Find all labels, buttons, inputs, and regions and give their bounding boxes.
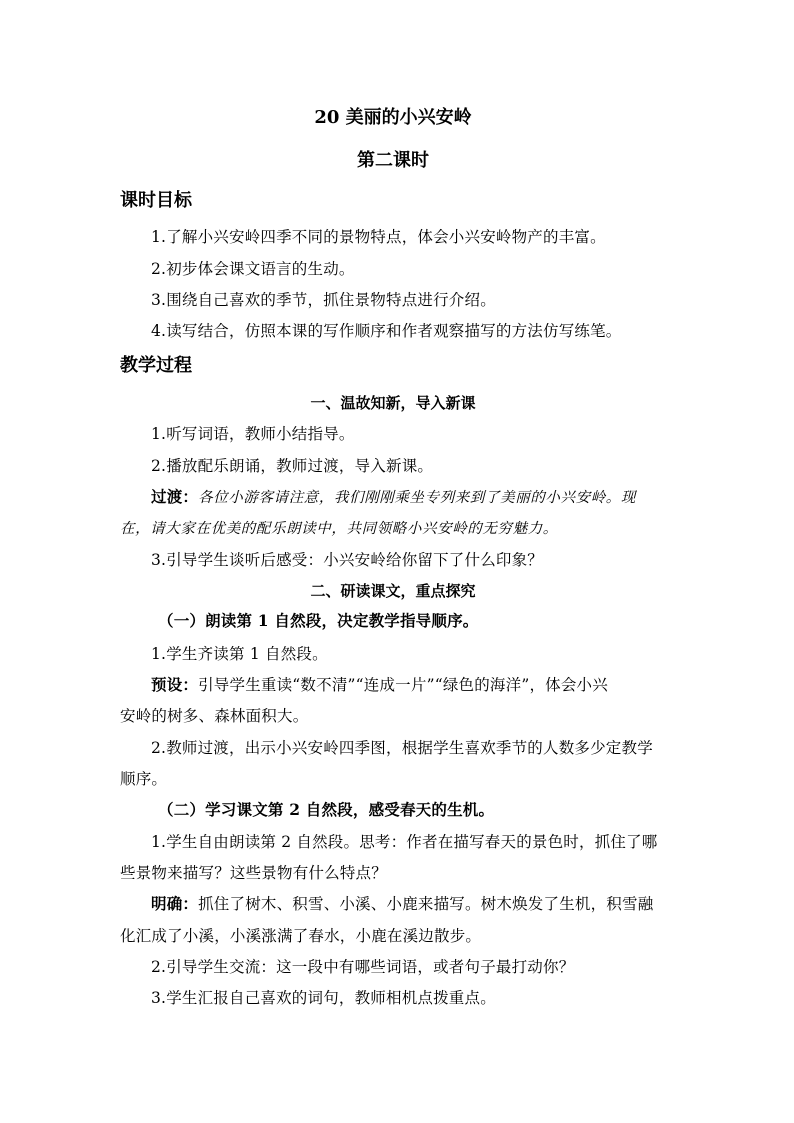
- part2-heading: 二、研读课文，重点探究: [310, 582, 476, 600]
- part1-heading: 一、温故知新，导入新课: [310, 394, 476, 412]
- sub2-heading: （二）学习课文第 2 自然段，感受春天的生机。: [158, 800, 495, 819]
- lesson-subtitle: 第二课时: [357, 150, 429, 171]
- transition-text-1: 各位小游客请注意，我们刚刚乘坐专列来到了美丽的小兴安岭。现: [198, 490, 637, 506]
- objective-item-3: 3.围绕自己喜欢的季节，抓住景物特点进行介绍。: [151, 291, 496, 309]
- clear-text-2: 化汇成了小溪，小溪涨满了春水，小鹿在溪边散步。: [120, 927, 482, 945]
- sub1-item-2-cont: 顺序。: [120, 770, 168, 788]
- preset-text-1: 引导学生重读“数不清”“连成一片”“绿色的海洋”，体会小兴: [198, 676, 608, 694]
- sub1-item-2: 2.教师过渡，出示小兴安岭四季图，根据学生喜欢季节的人数多少定教学: [151, 739, 653, 757]
- transition-text-2: 在，请大家在优美的配乐朗读中，共同领略小兴安岭的无穷魅力。: [120, 521, 558, 537]
- clear-paragraph: [120, 893, 666, 915]
- clear-text-1: 抓住了树木、积雪、小溪、小鹿来描写。树木焕发了生机，积雪融: [198, 895, 654, 913]
- sub1-heading-wrap: [120, 610, 666, 632]
- sub2-item-1-cont: 些景物来描写？这些景物有什么特点？: [120, 864, 387, 882]
- sub2-heading-wrap: [120, 799, 666, 821]
- transition-label: 过渡：: [151, 487, 199, 506]
- objectives-heading: 课时目标: [120, 190, 192, 211]
- transition-paragraph-cont: [120, 517, 666, 540]
- clear-label: 明确：: [151, 894, 199, 913]
- document-page: [120, 0, 666, 1123]
- preset-text-2: 安岭的树多、森林面积大。: [120, 707, 309, 725]
- sub1-item-1: 1.学生齐读第 1 自然段。: [151, 645, 328, 663]
- objective-item-4: 4.读写结合，仿照本课的写作顺序和作者观察描写的方法仿写练笔。: [151, 322, 622, 340]
- preset-paragraph: [120, 674, 666, 696]
- sub2-item-1: 1.学生自由朗读第 2 自然段。思考：作者在描写春天的景色时，抓住了哪: [151, 833, 658, 851]
- process-heading: 教学过程: [120, 355, 192, 376]
- lesson-title: 20 美丽的小兴安岭: [314, 107, 472, 128]
- sub1-heading: （一）朗读第 1 自然段，决定教学指导顺序。: [158, 611, 479, 630]
- part1-item-2: 2.播放配乐朗诵，教师过渡，导入新课。: [151, 457, 434, 475]
- part1-item-1: 1.听写词语，教师小结指导。: [151, 425, 355, 443]
- part1-item-3: 3.引导学生谈听后感受：小兴安岭给你留下了什么印象？: [151, 551, 543, 569]
- objective-item-1: 1.了解小兴安岭四季不同的景物特点，体会小兴安岭物产的丰富。: [151, 228, 606, 246]
- sub2-item-2: 2.引导学生交流：这一段中有哪些词语，或者句子最打动你？: [151, 958, 575, 976]
- preset-label: 预设：: [151, 675, 199, 694]
- sub2-item-3: 3.学生汇报自己喜欢的词句，教师相机点拨重点。: [151, 989, 496, 1007]
- transition-paragraph: [120, 486, 666, 509]
- objective-item-2: 2.初步体会课文语言的生动。: [151, 260, 355, 278]
